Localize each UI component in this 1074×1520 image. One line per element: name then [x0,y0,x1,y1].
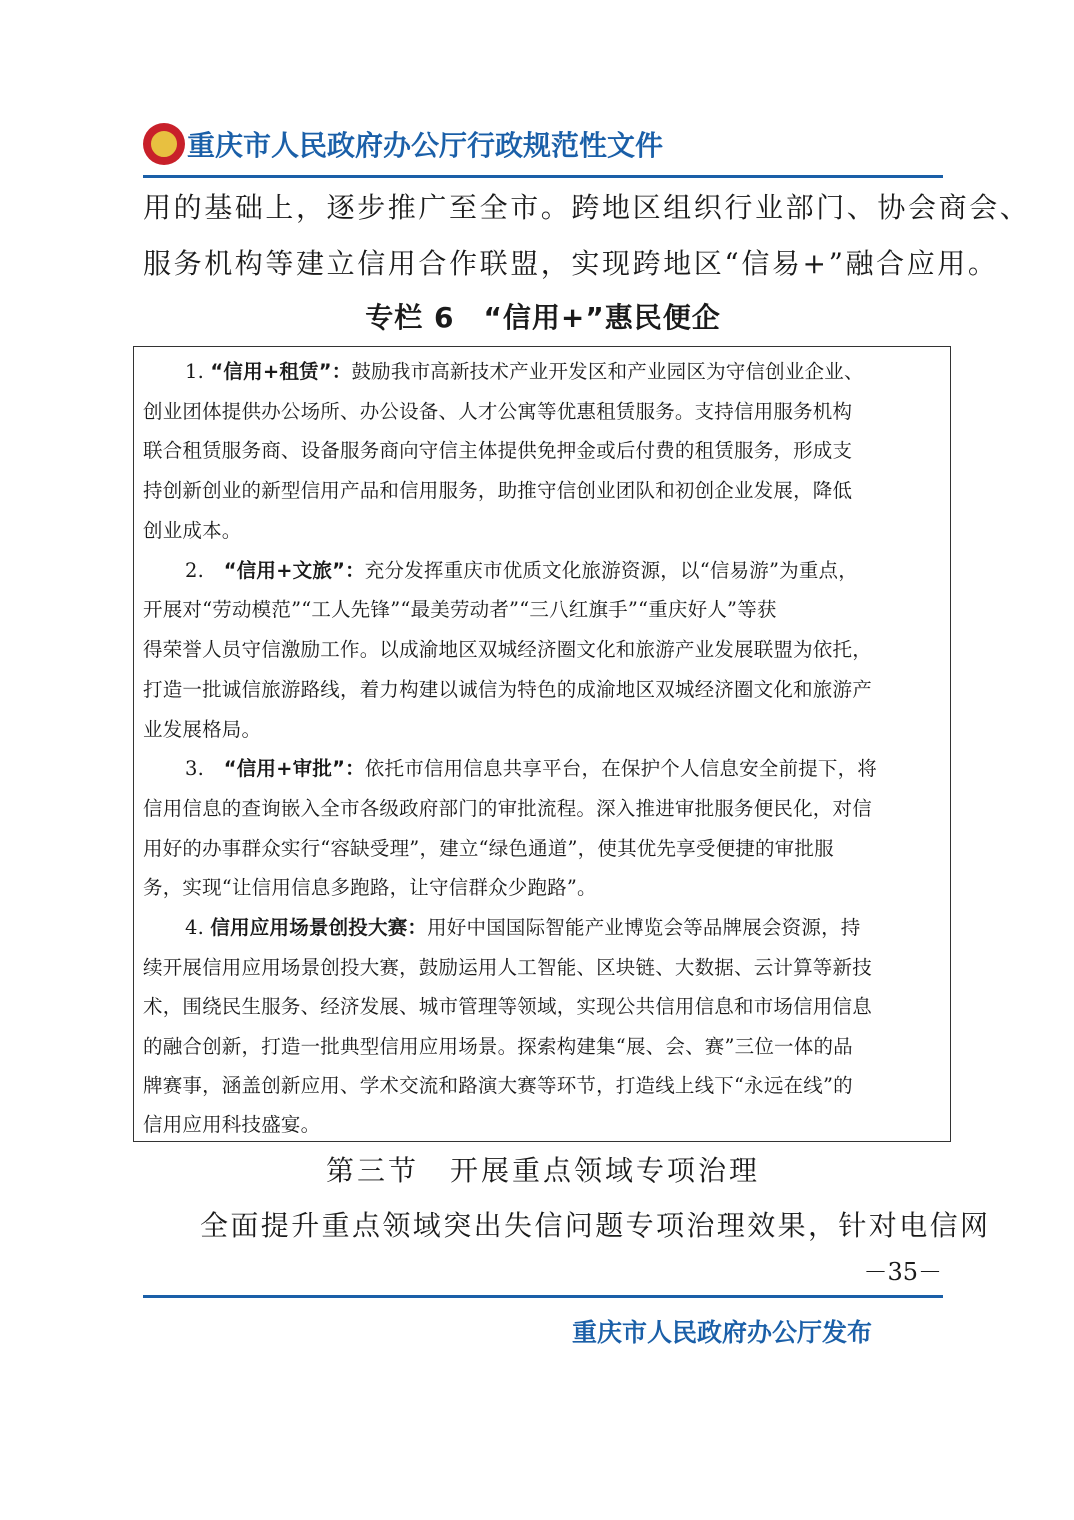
column-item-line: 信用应用科技盛宴。 [143,1113,321,1136]
column-item-line: 信用信息的查询嵌入全市各级政府部门的审批流程。深入推进审批服务便民化，对信 [143,797,872,820]
column-title: 专栏 6 “信用+”惠民便企 [365,301,721,334]
section-title: 第三节 开展重点领域专项治理 [325,1154,760,1187]
item-number: 1. [185,360,211,383]
header-title: 重庆市人民政府办公厅行政规范性文件 [187,129,664,162]
column-item-line: 打造一批诚信旅游路线，着力构建以诚信为特色的成渝地区双城经济圈文化和旅游产 [143,678,872,701]
item-number: 4. [185,916,211,939]
column-item-line: 业发展格局。 [143,718,262,741]
body-line: 用的基础上，逐步推广至全市。跨地区组织行业部门、协会商会、 [143,191,1031,224]
column-item-line: 术，围绕民生服务、经济发展、城市管理等领域，实现公共信用信息和市场信用信息 [143,995,872,1018]
column-item-line: 务，实现“让信用信息多跑路，让守信群众少跑路”。 [143,876,597,899]
header-rule [143,175,943,178]
item-number: 3. [185,757,224,780]
column-item-line: 联合租赁服务商、设备服务商向守信主体提供免押金或后付费的租赁服务，形成支 [143,439,853,462]
column-item-first-line [185,749,943,789]
item-text: 依托市信用信息共享平台，在保护个人信息安全前提下，将 [364,757,877,780]
column-item-line: 的融合创新，打造一批典型信用应用场景。探索构建集“展、会、赛”三位一体的品 [143,1035,853,1058]
national-emblem-icon [143,123,185,165]
item-heading: “信用+审批”： [223,757,365,780]
column-item-line: 续开展信用应用场景创投大赛，鼓励运用人工智能、区块链、大数据、云计算等新技 [143,956,872,979]
column-item-line: 用好的办事群众实行“容缺受理”，建立“绿色通道”，使其优先享受便捷的审批服 [143,837,834,860]
footer-rule [143,1295,943,1298]
page-number: －35－ [863,1258,942,1286]
item-heading: 信用应用场景创投大赛： [210,916,428,939]
item-text: 用好中国国际智能产业博览会等品牌展会资源，持 [427,916,861,939]
footer-publisher: 重庆市人民政府办公厅发布 [572,1318,873,1347]
body-line: 服务机构等建立信用合作联盟，实现跨地区“信易+”融合应用。 [143,247,999,280]
column-item-line: 创业团体提供办公场所、办公设备、人才公寓等优惠租赁服务。支持信用服务机构 [143,400,853,423]
column-item-line: 牌赛事，涵盖创新应用、学术交流和路演大赛等环节，打造线上线下“永远在线”的 [143,1074,853,1097]
column-item-first-line [185,908,943,948]
column-item-first-line [185,551,943,591]
item-number: 2. [185,559,224,582]
item-heading: “信用+文旅”： [223,559,365,582]
column-item-line: 创业成本。 [143,519,242,542]
item-heading: “信用+租赁”： [210,360,352,383]
document-header [143,118,943,170]
column-item-line: 持创新创业的新型信用产品和信用服务，助推守信创业团队和初创企业发展，降低 [143,479,853,502]
item-text: 鼓励我市高新技术产业开发区和产业园区为守信创业企业、 [351,360,864,383]
column-item-first-line [185,352,943,392]
item-text: 充分发挥重庆市优质文化旅游资源，以“信易游”为重点， [364,559,858,582]
column-item-line: 得荣誉人员守信激励工作。以成渝地区双城经济圈文化和旅游产业发展联盟为依托， [143,638,872,661]
column-item-line: 开展对“劳动模范”“工人先锋”“最美劳动者”“三八红旗手”“重庆好人”等获 [143,598,777,621]
body-line: 全面提升重点领域突出失信问题专项治理效果，针对电信网 [200,1209,991,1242]
